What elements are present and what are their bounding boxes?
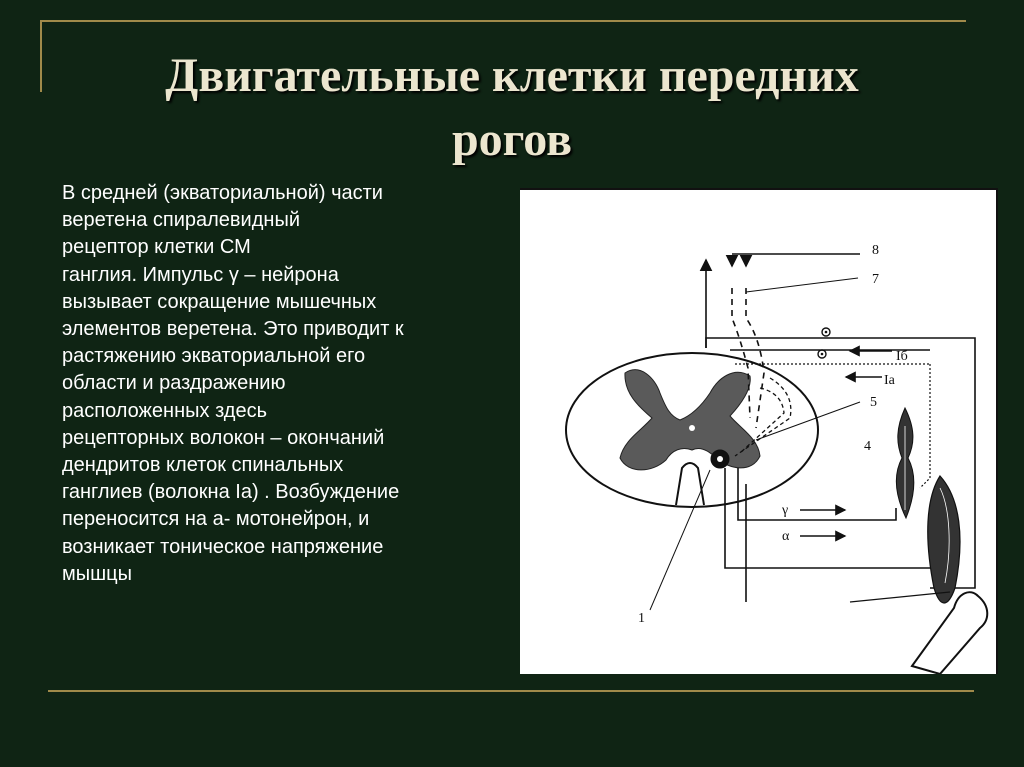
body-line: растяжению экваториальной его bbox=[62, 345, 366, 368]
body-line: рецепторных волокон – окончаний bbox=[62, 426, 385, 449]
frame-left-line bbox=[40, 20, 42, 92]
reflex-arc-diagram bbox=[520, 188, 998, 674]
frame-bottom-line bbox=[48, 690, 974, 692]
label-gamma: γ bbox=[782, 503, 789, 518]
label-ia: Ia bbox=[884, 373, 895, 388]
body-line: возникает тоническое напряжение bbox=[62, 535, 384, 558]
label-alpha: α bbox=[782, 529, 790, 544]
slide-title-line-1: Двигательные клетки передних bbox=[165, 49, 859, 102]
reflex-arc-svg bbox=[520, 188, 998, 674]
label-4: 4 bbox=[864, 439, 871, 454]
body-line: вызывает сокращение мышечных bbox=[62, 290, 377, 313]
body-line: переносится на а- мотонейрон, и bbox=[62, 508, 370, 531]
label-7: 7 bbox=[872, 272, 879, 287]
body-line: мышцы bbox=[62, 562, 132, 585]
label-5: 5 bbox=[870, 395, 877, 410]
frame-top-line bbox=[40, 20, 966, 22]
body-line: области и раздражению bbox=[62, 372, 286, 395]
body-line: В средней (экваториальной) части bbox=[62, 182, 383, 204]
slide-title bbox=[60, 44, 964, 172]
label-8: 8 bbox=[872, 243, 879, 258]
body-line: веретена спиралевидный bbox=[62, 209, 300, 232]
body-line: рецептор клетки СМ bbox=[62, 236, 251, 259]
label-1: 1 bbox=[638, 611, 645, 626]
body-line: дендритов клеток спинальных bbox=[62, 454, 344, 477]
body-line: элементов веретена. Это приводит к bbox=[62, 318, 404, 341]
label-ib: Iб bbox=[896, 349, 908, 364]
slide-body-text bbox=[62, 180, 502, 588]
body-line: ганглиев (волокна Ia) . Возбуждение bbox=[62, 481, 400, 504]
body-line: расположенных здесь bbox=[62, 399, 268, 422]
spinal-cord-section bbox=[566, 353, 818, 507]
slide-title-line-2: рогов bbox=[451, 113, 573, 166]
body-line: ганглия. Импульс γ – нейрона bbox=[62, 263, 339, 286]
